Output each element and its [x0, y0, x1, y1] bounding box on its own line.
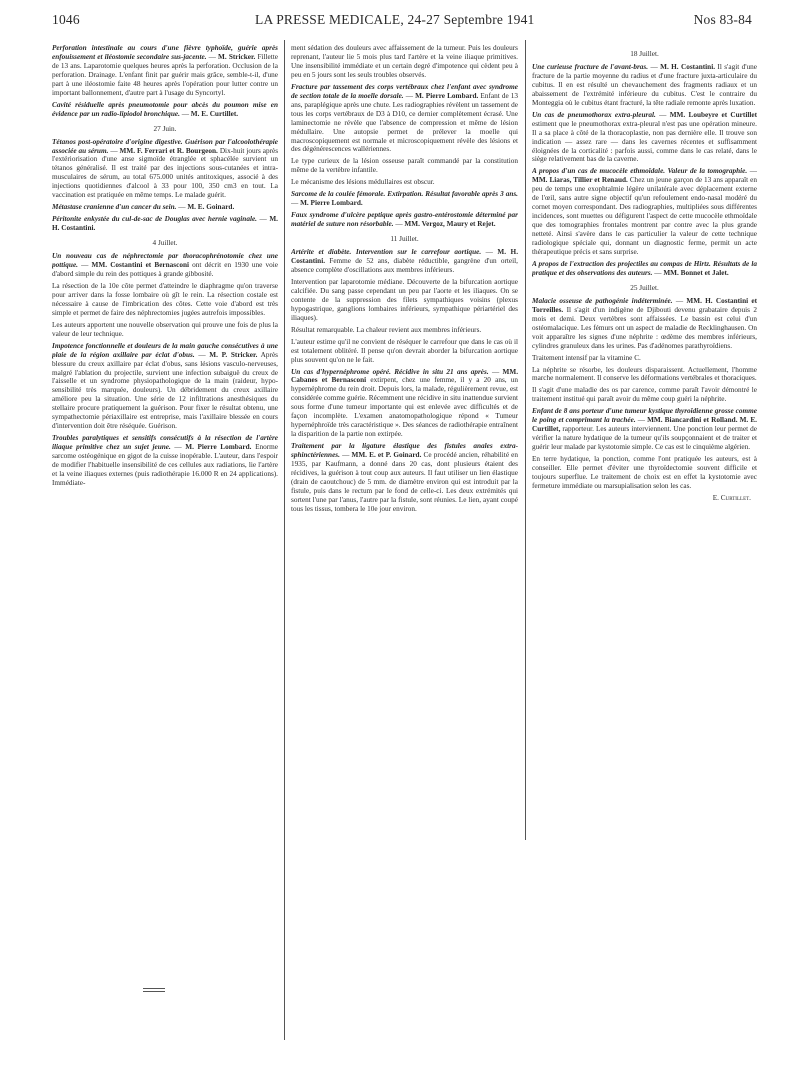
report-title: Sarcome de la coulée fémorale. Extirpation. Résultat favorable après 3 ans. [291, 190, 518, 199]
report-authors: MM. Liaras, Tillier et Renaud. [532, 176, 628, 185]
report-text: Enfant de 13 ans, paraplégique après une chute. Les radiographies révèlent un tassement de tous les corps vertébraux de D3 à D10, ce dernier complètement écrasé. Une laminectomie ne révèle que l'absence de compression et même de lésion médullaire. Une autopsie permet de prélever la moelle qui macroscopiquement est normale et microscopiquement révèle des lésions et des dégénérescences wallériennes. [291, 91, 518, 154]
report-text: L'auteur estime qu'il ne convient de réséquer le carrefour que dans le cas où il est totalement oblitéré. Il pense qu'on devrait aborder la bifurcation aortique plus souvent qu'on ne le fait. [291, 337, 518, 364]
report-authors: M. P. Stricker. [209, 350, 258, 359]
report-authors: M. H. Costantini. [291, 248, 518, 266]
report-text: Le mécanisme des lésions médullaires est obscur. [291, 178, 435, 187]
report-title: Malacie osseuse de pathogénie indéterminée. [532, 296, 673, 305]
column-rule-left [284, 40, 285, 1040]
report-authors: MM. Cabanes et Bernasconi [291, 367, 518, 385]
report-title: Une curieuse fracture de l'avant-bras. [532, 62, 649, 71]
report-authors: MM. Vergoz, Maury et Rejet. [404, 220, 496, 229]
report-title: Traitement par la ligature élastique des fistules anales extra-sphinctériennes. [291, 442, 518, 460]
report-title: Un nouveau cas de néphrectomie par thoracophrénotomie chez une pottique. [52, 252, 278, 270]
report-authors: M. Stricker. [218, 52, 256, 61]
report-entry: Une curieuse fracture de l'avant-bras. — M. H. Costantini. Il s'agit d'une fracture de la partie moyenne du radius et d'une fracture juxta-articulaire du cubitus. Il en est résulté un chevauchement des fragments radiaux et un abaissement de l'extrémité inférieure du cubitus. C'est le contraire du Monteggia où le cubitus étant fracturé, la tête radiale remonte après luxation. [532, 62, 757, 107]
report-text: Les auteurs apportent une nouvelle observation qui prouve une fois de plus la valeur de leur technique. [52, 320, 278, 338]
report-authors: MM. E. et P. Goinard. [351, 451, 422, 460]
page-number: 1046 [52, 12, 80, 27]
report-authors: M. E. Goinard. [187, 203, 235, 212]
page-header [52, 12, 752, 34]
report-text: Fillette de 13 ans. Laparotomie quelques heures après la perforation. Occlusion de la perforation. Drainage. L'enfant finit par guérir mais grâce, semble-t-il, d'une part à une iléostomie faite 48 heures après l'opération pour lutter contre un important ballonnement, d'autre part à l'usage du Syncortyl. [52, 52, 278, 97]
report-text: Il s'agit d'une fracture de la partie moyenne du radius et d'une fracture juxta-articulaire du cubitus. Il en est résulté un chevauchement des fragments radiaux et un abaissement de l'extrémité inférieure du cubitus. C'est le contraire du Monteggia où le cubitus étant fracturé, la tête radiale remonte après luxation. [532, 62, 757, 107]
report-authors: M. H. Costantini. [660, 62, 716, 71]
report-text: Le type curieux de la lésion osseuse paraît commandé par la constitution même de la vertèbre infantile. [291, 157, 518, 175]
report-title: Métastase cranienne d'un cancer du sein. [52, 203, 177, 212]
report-text: Résultat remarquable. La chaleur revient aux membres inférieurs. [291, 325, 482, 334]
column-rule-right [525, 40, 526, 840]
report-title: Impotence fonctionnelle et douleurs de la main gauche consécutives à une plaie de la région axillaire par éclat d'obus. [52, 341, 278, 359]
column-2 [291, 44, 518, 517]
report-entry: A propos de l'extraction des projectiles au compas de Hirtz. Résultats de la pratique et des observations des auteurs. — MM. Bonnet et Jalet. [532, 259, 757, 277]
report-entry: Péritonite enkystée du cul-de-sac de Douglas avec hernie vaginale. — M. H. Costantini. [52, 215, 278, 233]
report-entry: Artérite et diabète. Intervention sur le carrefour aortique. — M. H. Costantini. Femme de 52 ans, diabète réductible, gangrène d'un orteil, absence complète d'oscillations aux membres inférieurs. [291, 248, 518, 274]
report-text: ont décrit en 1930 une voie d'abord simple du rein des pottiques à grande gibbosité. [52, 261, 278, 278]
report-entry: Fracture par tassement des corps vertébraux chez l'enfant avec syndrome de section totale de la moelle dorsale. — M. Pierre Lombard. Enfant de 13 ans, paraplégique après une chute. Les radiographies révèlent un tassement de tous les corps vertébraux de D3 à D10, ce dernier complètement écrasé. Une laminectomie ne révèle que l'absence de compression et même de lésion médullaire. Une autopsie permet de prélever la moelle qui macroscopiquement est normale et microscopiquement révèle des lésions et des dégénérescences wallériennes. [291, 82, 518, 154]
report-entry: Faux syndrome d'ulcère peptique après gastro-entérostomie déterminé par matériel de suture non résorbable. — MM. Vergoz, Maury et Rejet. [291, 211, 518, 229]
column-1 [52, 44, 278, 491]
report-text: Dix-huit jours après l'extériorisation d'une anse sigmoïde étranglée et sphacélée survient un tétanos généralisé. Il est traité par des injections sous-cutanées et intra-musculaires de sérum, au total 675.000 unités antitoxiques, associé à des injections quotidiennes d'alcool à 33 pour 100, 350 cm3 en tout. La vaccination est pratiquée en même temps. Le malade guérit. [52, 146, 278, 200]
report-authors: M. H. Costantini. [52, 215, 278, 233]
report-entry: Impotence fonctionnelle et douleurs de la main gauche consécutives à une plaie de la région axillaire par éclat d'obus. — M. P. Stricker. Après blessure du creux axillaire par éclat d'obus, sans lésions vasculo-nerveuses, malgré l'ablation du projectile, survient une infection subaiguë du creux de l'aisselle et un syndrome physiopathologique de la main (raideur, hypo-sensibilité très marquée, douleurs). Un débridement du creux axillaire améliore peu la situation. Une série de 12 infiltrations anesthésiques du stellaire procure pratiquement la guérison. Pour fixer le résultat obtenu, une sympathectomie périaxillaire est entreprise, mais l'axillaire blessée en cours d'intervention doit être réséquée. Guérison. [52, 341, 278, 431]
report-text: rapporteur. Les auteurs interviennent. Une ponction leur permet de vérifier la nature hydatique de la tumeur qu'ils soupçonnaient et de traiter et guérir leur malade par kystotomie simple. Ce cas est le cinquième algérien. [532, 425, 757, 452]
report-entry: Un nouveau cas de néphrectomie par thoracophrénotomie chez une pottique. — MM. Costantini et Bernasconi ont décrit en 1930 une voie d'abord simple du rein des pottiques à grande gibbosité. [52, 252, 278, 278]
paragraph [291, 157, 518, 175]
report-text: ment sédation des douleurs avec affaissement de la tumeur. Puis les douleurs reprenant, l'auteur lie 5 mois plus tard l'artère et la veine iliaque primitives. Une insensibilité immédiate et un certain degré d'impotence qui cèdent peu à peu en 5 jours sont les seuls troubles observés. [291, 44, 518, 79]
report-entry: Enfant de 8 ans porteur d'une tumeur kystique thyroïdienne grosse comme le poing et comprimant la trachée. — MM. Biancardini et Rolland. M. E. Curtillet, rapporteur. Les auteurs interviennent. Une ponction leur permet de vérifier la nature hydatique de la tumeur qu'ils soupçonnaient et de traiter et guérir leur malade par kystotomie simple. Ce cas est le cinquième algérien. [532, 407, 757, 452]
report-entry: Troubles paralytiques et sensitifs consécutifs à la résection de l'artère iliaque primitive chez un sujet jeune. — M. Pierre Lombard. Enorme sarcome ostéogénique en gigot de la cuisse inopérable. L'auteur, dans l'espoir de modifier l'habituelle insensibilité de ces cellules aux radiations, lie l'artère et la veine iliaques externes (puis radiothérapie 16.000 R en 24 applications). Immédiate- [52, 434, 278, 487]
paragraph [532, 366, 757, 384]
session-date: 11 Juillet. [390, 235, 419, 244]
paragraph [52, 282, 278, 318]
report-title: Cavité résiduelle après pneumotomie pour abcès du poumon mise en évidence par un radio-lipiodol bronchique. [52, 100, 278, 118]
report-entry: A propos d'un cas de mucocèle ethmoïdale. Valeur de la tomographie. — MM. Liaras, Tillier et Renaud. Chez un jeune garçon de 13 ans apparaît en peu de temps une exophtalmie légère unilatérale avec déplacement externe de l'œil, sans autre signe objectif qu'un refoulement endo-nasal modéré du cornet moyen correspondant. Des radiographies, multipliées sous différentes incidences, sont muettes ou défigurent l'aspect de cette mucocèle ethmoïdale que des tomographies frontales montrent par contre avec la plus grande netteté. Ainsi s'avère dans le cas particulier la valeur de cette technique radiologique spéciale qui, donnant un diagnostic ferme, permit un acte thérapeutique précis et sans surprise. [532, 167, 757, 257]
report-text: La néphrite se résorbe, les douleurs disparaissent. Actuellement, l'homme marche normalement. Il conserve les déformations vertébrales et thoraciques. [532, 365, 757, 383]
report-authors: M. Pierre Lombard. [185, 443, 252, 452]
report-text: Ce procédé ancien, réhabilité en 1935, par Kaufmann, a donné dans 20 cas, dont plusieurs étaient des récidives, la guérison à tout coup aux auteurs. Il faut utiliser un lien élastique (drain de caoutchouc) de 5 mm. de diamètre environ qui est introduit par la fistule, puis dans le rectum par le fond de celle-ci. Les deux extrémités qui sortent l'une par l'anus, l'autre par la fistule, sont réunies. Le lien, ayant coupé tous les tissus, tombera le 10e jour environ. [291, 451, 518, 513]
session-date: 27 Juin. [153, 124, 177, 133]
report-authors: M. Pierre Lombard. [300, 199, 363, 208]
paragraph [532, 386, 757, 404]
report-authors: MM. Costantini et Bernasconi [91, 261, 190, 270]
signature: E. Curtillet. [712, 493, 751, 502]
report-authors: MM. Biancardini et Rolland. M. E. Curtillet, [532, 416, 757, 434]
report-text: Intervention par laparotomie médiane. Découverte de la bifurcation aortique calcifiée. Du sang passe cependant un peu par l'aorte et les iliaques. On se contente de la suppression des filets sympathiques voisins (plexus hypogastrique, ganglions lombaires inférieurs, sympathique périartériel des iliaques). [291, 277, 518, 322]
session-date: 4 Juillet. [152, 239, 178, 248]
report-text: extirpent, chez une femme, il y a 20 ans, un hypernéphrome du rein droit. Depuis lors, la malade, régulièrement revue, est considérée comme guérie. Récemment une récidive in situ inattendue survient sous forme d'une tumeur importante qui est enlevée avec difficultés et de façon incomplète. L'examen anatomopathologique répond « Tumeur hypernéphroïde très caractéristique ». Des séances de radiothérapie entraînent la disparition de la partie non extirpée. [291, 376, 518, 439]
section-separator [143, 988, 165, 989]
report-text: Il s'agit d'un indigène de Djibouti devenu grabataire depuis 2 mois et demi. Deux vertèbres sont affaissées. Le bassin est celui d'un ostéomalacique. Les fémurs ont un aspect de maladie de Recklinghausen. On voit apparaître les signes d'une néphrite : œdème des membres inférieurs, cylindres granuleux dans les urines. Pas d'adénomes parathyroïdiens. [532, 305, 757, 350]
paragraph [291, 338, 518, 365]
report-text: Chez un jeune garçon de 13 ans apparaît en peu de temps une exophtalmie légère unilatérale avec déplacement externe de l'œil, sans autre signe objectif qu'un refoulement endo-nasal modéré du cornet moyen correspondant. Des radiographies, multipliées sous différentes incidences, sont muettes ou défigurent l'aspect de cette mucocèle ethmoïdale que des tomographies frontales montrent par contre avec la plus grande netteté. Ainsi s'avère dans le cas particulier la valeur de cette technique radiologique spéciale qui, donnant un diagnostic ferme, permit un acte thérapeutique précis et sans surprise. [532, 176, 757, 257]
report-entry: Traitement par la ligature élastique des fistules anales extra-sphinctériennes. — MM. E. et P. Goinard. Ce procédé ancien, réhabilité en 1935, par Kaufmann, a donné dans 20 cas, dont plusieurs étaient des récidives, la guérison à tout coup aux auteurs. Il faut utiliser un lien élastique (drain de caoutchouc) de 5 mm. de diamètre environ qui est introduit par la fistule, puis dans le rectum par le fond de celle-ci. Les deux extrémités qui sortent l'une par l'anus, l'autre par la fistule, sont réunies. Le lien, ayant coupé tous les tissus, tombera le 10e jour environ. [291, 442, 518, 513]
report-title: A propos de l'extraction des projectiles au compas de Hirtz. Résultats de la pratique et des observations des auteurs. [532, 259, 757, 277]
paragraph [291, 178, 518, 187]
report-entry: Perforation intestinale au cours d'une fièvre typhoïde, guérie après enfouissement et iléostomie secondaire sus-jacente. — M. Stricker. Fillette de 13 ans. Laparotomie quelques heures après la perforation. Occlusion de la perforation. Drainage. L'enfant finit par guérir mais grâce, semble-t-il, d'une part à une iléostomie faite 48 heures après l'opération pour lutter contre un important ballonnement, d'autre part à l'usage du Syncortyl. [52, 44, 278, 97]
report-title: Un cas d'hypernéphrome opéré. Récidive in situ 21 ans après. [291, 367, 489, 376]
report-authors: M. Pierre Lombard. [415, 91, 479, 100]
report-authors: MM. F. Ferrari et R. Bourgeon. [119, 146, 218, 155]
session-date: 25 Juillet. [630, 283, 659, 292]
report-entry: Un cas de pneumothorax extra-pleural. — MM. Loubeyre et Curtillet estiment que le pneumothorax extra-pleural n'est pas une opération mineure. Il a sa place à côté de la thoracoplastie, non pas dernière elle. Il trouve son indication — assez rare — dans les cavernes récentes et suffisamment éloignées de la corticalité : parfois aussi, comme dans le cas relaté, dans le siège relativement bas de la caverne. [532, 110, 757, 164]
report-authors: MM. Loubeyre et Curtillet [669, 110, 757, 119]
report-entry: Métastase cranienne d'un cancer du sein. — M. E. Goinard. [52, 203, 235, 212]
report-title: Perforation intestinale au cours d'une fièvre typhoïde, guérie après enfouissement et iléostomie secondaire sus-jacente. [52, 44, 278, 61]
section-separator [143, 991, 165, 992]
paragraph [291, 44, 518, 80]
report-title: Artérite et diabète. Intervention sur le carrefour aortique. [291, 248, 482, 257]
report-text: Femme de 52 ans, diabète réductible, gangrène d'un orteil, absence complète d'oscillations aux membres inférieurs. [291, 257, 518, 274]
report-authors: M. E. Curtillet. [190, 109, 239, 118]
report-title: Troubles paralytiques et sensitifs consécutifs à la résection de l'artère iliaque primitive chez un sujet jeune. [52, 434, 278, 452]
report-text: Enorme sarcome ostéogénique en gigot de la cuisse inopérable. L'auteur, dans l'espoir de modifier l'habituelle insensibilité de ces cellules aux radiations, lie l'artère et la veine iliaques externes (puis radiothérapie 16.000 R en 24 applications). Immédiate- [52, 443, 278, 487]
report-entry: Malacie osseuse de pathogénie indéterminée. — MM. H. Costantini et Torreilles. Il s'agit d'un indigène de Djibouti devenu grabataire depuis 2 mois et demi. Deux vertèbres sont affaissées. Le bassin est celui d'un ostéomalacique. Les fémurs ont un aspect de maladie de Recklinghausen. On voit apparaître les signes d'une néphrite : œdème des membres inférieurs, cylindres granuleux dans les urines. Pas d'adénomes parathyroïdiens. [532, 296, 757, 350]
report-text: Traitement intensif par la vitamine C. [532, 353, 641, 362]
report-title: Fracture par tassement des corps vertébraux chez l'enfant avec syndrome de section totale de la moelle dorsale. [291, 82, 518, 100]
report-text: Après blessure du creux axillaire par éclat d'obus, sans lésions vasculo-nerveuses, malgré l'ablation du projectile, survient une infection subaiguë du creux de l'aisselle et un syndrome physiopathologique de la main (raideur, hypo-sensibilité très marquée, douleurs). Un débridement du creux axillaire améliore peu la situation. Une série de 12 infiltrations anesthésiques du stellaire procure pratiquement la guérison. Pour fixer le résultat obtenu, une sympathectomie périaxillaire est entreprise, mais l'axillaire blessée en cours d'intervention doit être réséquée. Guérison. [52, 350, 278, 431]
report-text: estiment que le pneumothorax extra-pleural n'est pas une opération mineure. Il a sa place à côté de la thoracoplastie, non pas dernière elle. Il trouve son indication — assez rare — dans les cavernes récentes et suffisamment éloignées de la corticalité : parfois aussi, comme dans le cas relaté, dans le siège relativement bas de la caverne. [532, 119, 757, 164]
report-title: Faux syndrome d'ulcère peptique après gastro-entérostomie déterminé par matériel de suture non résorbable. [291, 211, 518, 229]
session-date: 18 Juillet. [630, 50, 659, 58]
paragraph [52, 321, 278, 339]
report-title: Enfant de 8 ans porteur d'une tumeur kystique thyroïdienne grosse comme le poing et comprimant la trachée. [532, 407, 757, 425]
report-title: A propos d'un cas de mucocèle ethmoïdale. Valeur de la tomographie. [532, 167, 748, 176]
column-3 [532, 44, 757, 503]
report-entry: Tétanos post-opératoire d'origine digestive. Guérison par l'alcoolothérapie associée au sérum. — MM. F. Ferrari et R. Bourgeon. Dix-huit jours après l'extériorisation d'une anse sigmoïde étranglée et sphacélée survient un tétanos généralisé. Il est traité par des injections sous-cutanées et intra-musculaires de sérum, au total 675.000 unités antitoxiques, associé à des injections quotidiennes d'alcool à 33 pour 100, 350 cm3 en tout. La vaccination est pratiquée en même temps. Le malade guérit. [52, 137, 278, 200]
report-title: Un cas de pneumothorax extra-pleural. [532, 110, 656, 119]
journal-title: LA PRESSE MEDICALE, 24-27 Septembre 1941 [255, 12, 535, 27]
report-entry: Cavité résiduelle après pneumotomie pour abcès du poumon mise en évidence par un radio-lipiodol bronchique. — M. E. Curtillet. [52, 100, 278, 118]
paragraph [291, 326, 518, 335]
report-authors: MM. Bonnet et Jalet. [663, 268, 729, 277]
report-title: Tétanos post-opératoire d'origine digestive. Guérison par l'alcoolothérapie associée au sérum. [52, 137, 278, 155]
paragraph [532, 354, 757, 363]
paragraph [291, 278, 518, 323]
issue-numbers: Nos 83-84 [693, 12, 752, 27]
report-authors: MM. H. Costantini et Torreilles. [532, 296, 757, 314]
report-title: Péritonite enkystée du cul-de-sac de Douglas avec hernie vaginale. [52, 215, 257, 224]
report-text: En terre hydatique, la ponction, comme l'ont pratiquée les auteurs, est à conseiller. Elle permet d'éviter une thyroïdectomie souvent difficile et toujours superflue. Le traitement de choix est en effet la kystotomie avec fermeture immédiate ou marsupialisation selon les cas. [532, 455, 757, 490]
report-entry: Un cas d'hypernéphrome opéré. Récidive in situ 21 ans après. — MM. Cabanes et Bernasconi extirpent, chez une femme, il y a 20 ans, un hypernéphrome du rein droit. Depuis lors, la malade, régulièrement revue, est considérée comme guérie. Récemment une récidive in situ inattendue survient sous forme d'une tumeur importante qui est enlevée avec difficultés et de façon incomplète. L'examen anatomopathologique répond « Tumeur hypernéphroïde très caractéristique ». Des séances de radiothérapie entraînent la disparition de la partie non extirpée. [291, 367, 518, 439]
report-text: La résection de la 10e côte permet d'atteindre le diaphragme qu'on traverse pour arriver dans la fosse lombaire où gît le rein. La résection costale est nécessaire à cause de l'imbrication des côtes. Cette voie d'abord est très simple et permet de faire des néphrectomies jugées autrefois impossibles. [52, 281, 278, 317]
report-text: Il s'agit d'une maladie des os par carence, comme paraît l'avoir démontré le traitement institué qui paraît avoir du même coup guéri la néphrite. [532, 386, 757, 404]
paragraph [532, 455, 757, 491]
report-entry: Sarcome de la coulée fémorale. Extirpation. Résultat favorable après 3 ans. — M. Pierre Lombard. [291, 190, 518, 208]
